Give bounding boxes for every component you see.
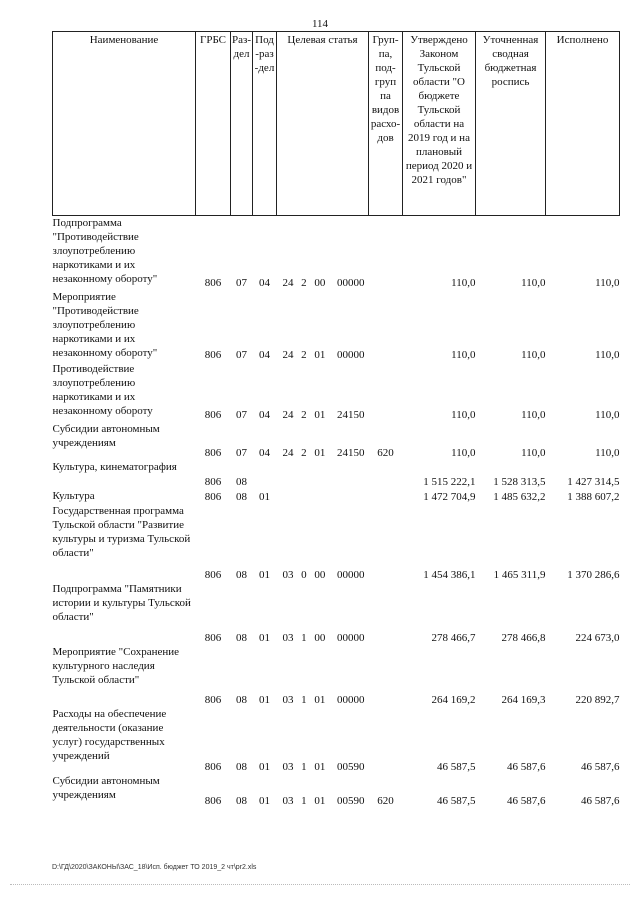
row-name: Культура xyxy=(52,489,95,502)
row-utochnennaya: 110,0 xyxy=(521,348,546,361)
cs-program: 03 xyxy=(282,760,294,773)
table-row xyxy=(53,504,620,582)
row-razdel: 08 xyxy=(236,631,247,644)
header-podrazdel: Под-раз-дел xyxy=(253,32,277,216)
cs-event: 00 xyxy=(314,276,326,289)
row-name: Субсидии автономным учреждениям xyxy=(52,774,160,801)
cs-event: 00 xyxy=(314,568,326,581)
row-celevaya-statya xyxy=(277,362,369,422)
row-razdel: 07 xyxy=(236,446,247,459)
table-row xyxy=(53,582,620,645)
row-celevaya-statya xyxy=(277,216,369,290)
cs-subprogram: 2 xyxy=(301,348,307,361)
cs-event: 01 xyxy=(314,760,326,773)
row-grbs: 806 xyxy=(204,794,222,807)
cs-subprogram: 1 xyxy=(301,693,307,706)
row-podrazdel: 01 xyxy=(259,794,270,807)
row-utverzhdeno: 110,0 xyxy=(451,276,476,289)
row-utochnennaya: 278 466,8 xyxy=(501,631,546,644)
row-ispolneno: 46 587,6 xyxy=(581,760,620,773)
footer-file-path: D:\ГД\2020\ЗАКОНЫ\ЗАС_18\Исп. бюджет ТО 2019_2 чт\pr2.xls xyxy=(52,864,257,871)
row-celevaya-statya xyxy=(277,422,369,460)
header-utverzhdeno: Утверждено Законом Тульской области "О бюджете Тульской области на 2019 год и на плановый период 2020 и 2021 годов" xyxy=(403,32,476,216)
row-name: Субсидии автономным учреждениям xyxy=(52,422,160,449)
cs-event: 00 xyxy=(314,631,326,644)
cs-direction: 00000 xyxy=(336,276,365,289)
table-row xyxy=(53,216,620,290)
row-ispolneno: 46 587,6 xyxy=(581,794,620,807)
cs-direction: 24150 xyxy=(336,408,365,421)
row-utochnennaya: 1 528 313,5 xyxy=(493,475,546,488)
row-vid-rashodov xyxy=(369,707,403,774)
cs-program: 03 xyxy=(282,794,294,807)
cs-direction: 00590 xyxy=(336,760,365,773)
row-utverzhdeno: 46 587,5 xyxy=(437,760,476,773)
footer-divider xyxy=(10,884,630,885)
cs-program: 24 xyxy=(282,348,294,361)
row-celevaya-statya xyxy=(277,582,369,645)
row-razdel: 07 xyxy=(236,408,247,421)
cs-subprogram: 1 xyxy=(301,794,307,807)
row-podrazdel xyxy=(253,460,277,489)
row-podrazdel: 01 xyxy=(259,568,270,581)
table-row xyxy=(53,774,620,808)
row-podrazdel: 01 xyxy=(259,693,270,706)
row-grbs: 806 xyxy=(204,760,222,773)
header-name: Наименование xyxy=(53,32,196,216)
row-vid-rashodov xyxy=(369,489,403,504)
cs-direction: 00000 xyxy=(336,631,365,644)
cs-event: 01 xyxy=(314,348,326,361)
table-row xyxy=(53,707,620,774)
row-vid-rashodov xyxy=(369,460,403,489)
row-ispolneno: 110,0 xyxy=(595,446,620,459)
row-name: Расходы на обеспечение деятельности (оказание услуг) государственных учреждений xyxy=(52,707,167,762)
cs-subprogram: 0 xyxy=(301,568,307,581)
row-ispolneno: 110,0 xyxy=(595,348,620,361)
header-ispolneno: Исполнено xyxy=(546,32,620,216)
row-name: Мероприятие "Противодействие злоупотреблению наркотиками и их незаконному обороту" xyxy=(52,290,158,359)
row-razdel: 08 xyxy=(236,794,247,807)
header-razdel: Раз-дел xyxy=(231,32,253,216)
row-razdel: 08 xyxy=(236,475,247,488)
row-podrazdel: 04 xyxy=(259,446,270,459)
row-name: Мероприятие "Сохранение культурного наследия Тульской области" xyxy=(52,645,180,686)
row-ispolneno: 1 427 314,5 xyxy=(567,475,620,488)
row-utochnennaya: 110,0 xyxy=(521,446,546,459)
row-celevaya-statya xyxy=(277,489,369,504)
cs-program: 03 xyxy=(282,631,294,644)
page-number: 114 xyxy=(311,18,329,30)
cs-event: 01 xyxy=(314,408,326,421)
cs-direction: 24150 xyxy=(336,446,365,459)
row-vid-rashodov xyxy=(369,645,403,707)
table-row xyxy=(53,362,620,422)
row-utverzhdeno: 1 454 386,1 xyxy=(423,568,476,581)
row-grbs: 806 xyxy=(204,631,222,644)
row-celevaya-statya xyxy=(277,707,369,774)
cs-program: 24 xyxy=(282,276,294,289)
row-celevaya-statya xyxy=(277,774,369,808)
row-utochnennaya: 264 169,3 xyxy=(501,693,546,706)
cs-subprogram: 1 xyxy=(301,631,307,644)
row-vid-rashodov: 620 xyxy=(377,446,394,459)
row-grbs: 806 xyxy=(204,348,222,361)
header-gruppa: Груп-па, под-груп па видов расхо-дов xyxy=(369,32,403,216)
row-utochnennaya: 110,0 xyxy=(521,276,546,289)
table-row xyxy=(53,290,620,362)
row-ispolneno: 1 388 607,2 xyxy=(567,490,620,503)
cs-direction: 00000 xyxy=(336,568,365,581)
row-grbs: 806 xyxy=(204,446,222,459)
row-utverzhdeno: 1 515 222,1 xyxy=(423,475,476,488)
row-grbs: 806 xyxy=(204,276,222,289)
row-podrazdel: 01 xyxy=(259,490,270,503)
row-utverzhdeno: 278 466,7 xyxy=(431,631,476,644)
row-podrazdel: 04 xyxy=(259,408,270,421)
row-celevaya-statya xyxy=(277,504,369,582)
row-vid-rashodov: 620 xyxy=(377,794,394,807)
row-razdel: 07 xyxy=(236,348,247,361)
table-row xyxy=(53,460,620,489)
budget-table xyxy=(52,31,620,808)
cs-direction: 00000 xyxy=(336,348,365,361)
cs-event: 01 xyxy=(314,794,326,807)
row-utverzhdeno: 46 587,5 xyxy=(437,794,476,807)
row-utverzhdeno: 264 169,2 xyxy=(431,693,476,706)
cs-direction: 00590 xyxy=(336,794,365,807)
row-razdel: 08 xyxy=(236,693,247,706)
row-name: Подпрограмма "Противодействие злоупотреблению наркотиками и их незаконному обороту" xyxy=(52,217,158,285)
row-vid-rashodov xyxy=(369,216,403,290)
row-ispolneno: 1 370 286,6 xyxy=(567,568,620,581)
cs-program: 03 xyxy=(282,693,294,706)
row-utochnennaya: 46 587,6 xyxy=(507,794,546,807)
cs-subprogram: 1 xyxy=(301,760,307,773)
row-razdel: 08 xyxy=(236,760,247,773)
table-row xyxy=(53,422,620,460)
cs-subprogram: 2 xyxy=(301,408,307,421)
row-name: Культура, кинематография xyxy=(52,460,177,473)
row-celevaya-statya xyxy=(277,645,369,707)
row-utverzhdeno: 110,0 xyxy=(451,446,476,459)
row-vid-rashodov xyxy=(369,582,403,645)
row-ispolneno: 110,0 xyxy=(595,276,620,289)
row-vid-rashodov xyxy=(369,362,403,422)
row-utochnennaya: 1 485 632,2 xyxy=(493,490,546,503)
header-celevaya-statya: Целевая статья xyxy=(277,32,369,216)
row-grbs: 806 xyxy=(204,408,222,421)
row-grbs: 806 xyxy=(204,475,222,488)
row-utochnennaya: 1 465 311,9 xyxy=(493,568,546,581)
row-utverzhdeno: 110,0 xyxy=(451,348,476,361)
row-razdel: 08 xyxy=(236,490,247,503)
row-celevaya-statya xyxy=(277,290,369,362)
row-podrazdel: 04 xyxy=(259,276,270,289)
table-body xyxy=(53,216,620,808)
table-header-row xyxy=(53,32,620,216)
cs-program: 24 xyxy=(282,446,294,459)
table-row xyxy=(53,489,620,504)
row-celevaya-statya xyxy=(277,460,369,489)
row-name: Государственная программа Тульской области "Развитие культуры и туризма Тульской области" xyxy=(52,504,191,559)
cs-subprogram: 2 xyxy=(301,446,307,459)
row-name: Противодействие злоупотреблению наркотиками и их незаконному обороту xyxy=(52,362,153,417)
cs-event: 01 xyxy=(314,446,326,459)
row-utverzhdeno: 1 472 704,9 xyxy=(423,490,476,503)
header-utochnennaya: Уточненная сводная бюджетная роспись xyxy=(476,32,546,216)
cs-program: 24 xyxy=(282,408,294,421)
row-utochnennaya: 110,0 xyxy=(521,408,546,421)
row-razdel: 08 xyxy=(236,568,247,581)
cs-subprogram: 2 xyxy=(301,276,307,289)
row-vid-rashodov xyxy=(369,290,403,362)
row-ispolneno: 224 673,0 xyxy=(575,631,620,644)
row-grbs: 806 xyxy=(204,490,222,503)
cs-event: 01 xyxy=(314,693,326,706)
row-utverzhdeno: 110,0 xyxy=(451,408,476,421)
row-podrazdel: 01 xyxy=(259,760,270,773)
row-vid-rashodov xyxy=(369,504,403,582)
cs-program: 03 xyxy=(282,568,294,581)
row-ispolneno: 110,0 xyxy=(595,408,620,421)
row-razdel: 07 xyxy=(236,276,247,289)
row-grbs: 806 xyxy=(204,693,222,706)
cs-direction: 00000 xyxy=(336,693,365,706)
row-name: Подпрограмма "Памятники истории и культуры Тульской области" xyxy=(52,582,191,623)
row-ispolneno: 220 892,7 xyxy=(575,693,620,706)
table-row xyxy=(53,645,620,707)
row-podrazdel: 04 xyxy=(259,348,270,361)
row-grbs: 806 xyxy=(204,568,222,581)
row-utochnennaya: 46 587,6 xyxy=(507,760,546,773)
row-podrazdel: 01 xyxy=(259,631,270,644)
header-grbs: ГРБС xyxy=(196,32,231,216)
